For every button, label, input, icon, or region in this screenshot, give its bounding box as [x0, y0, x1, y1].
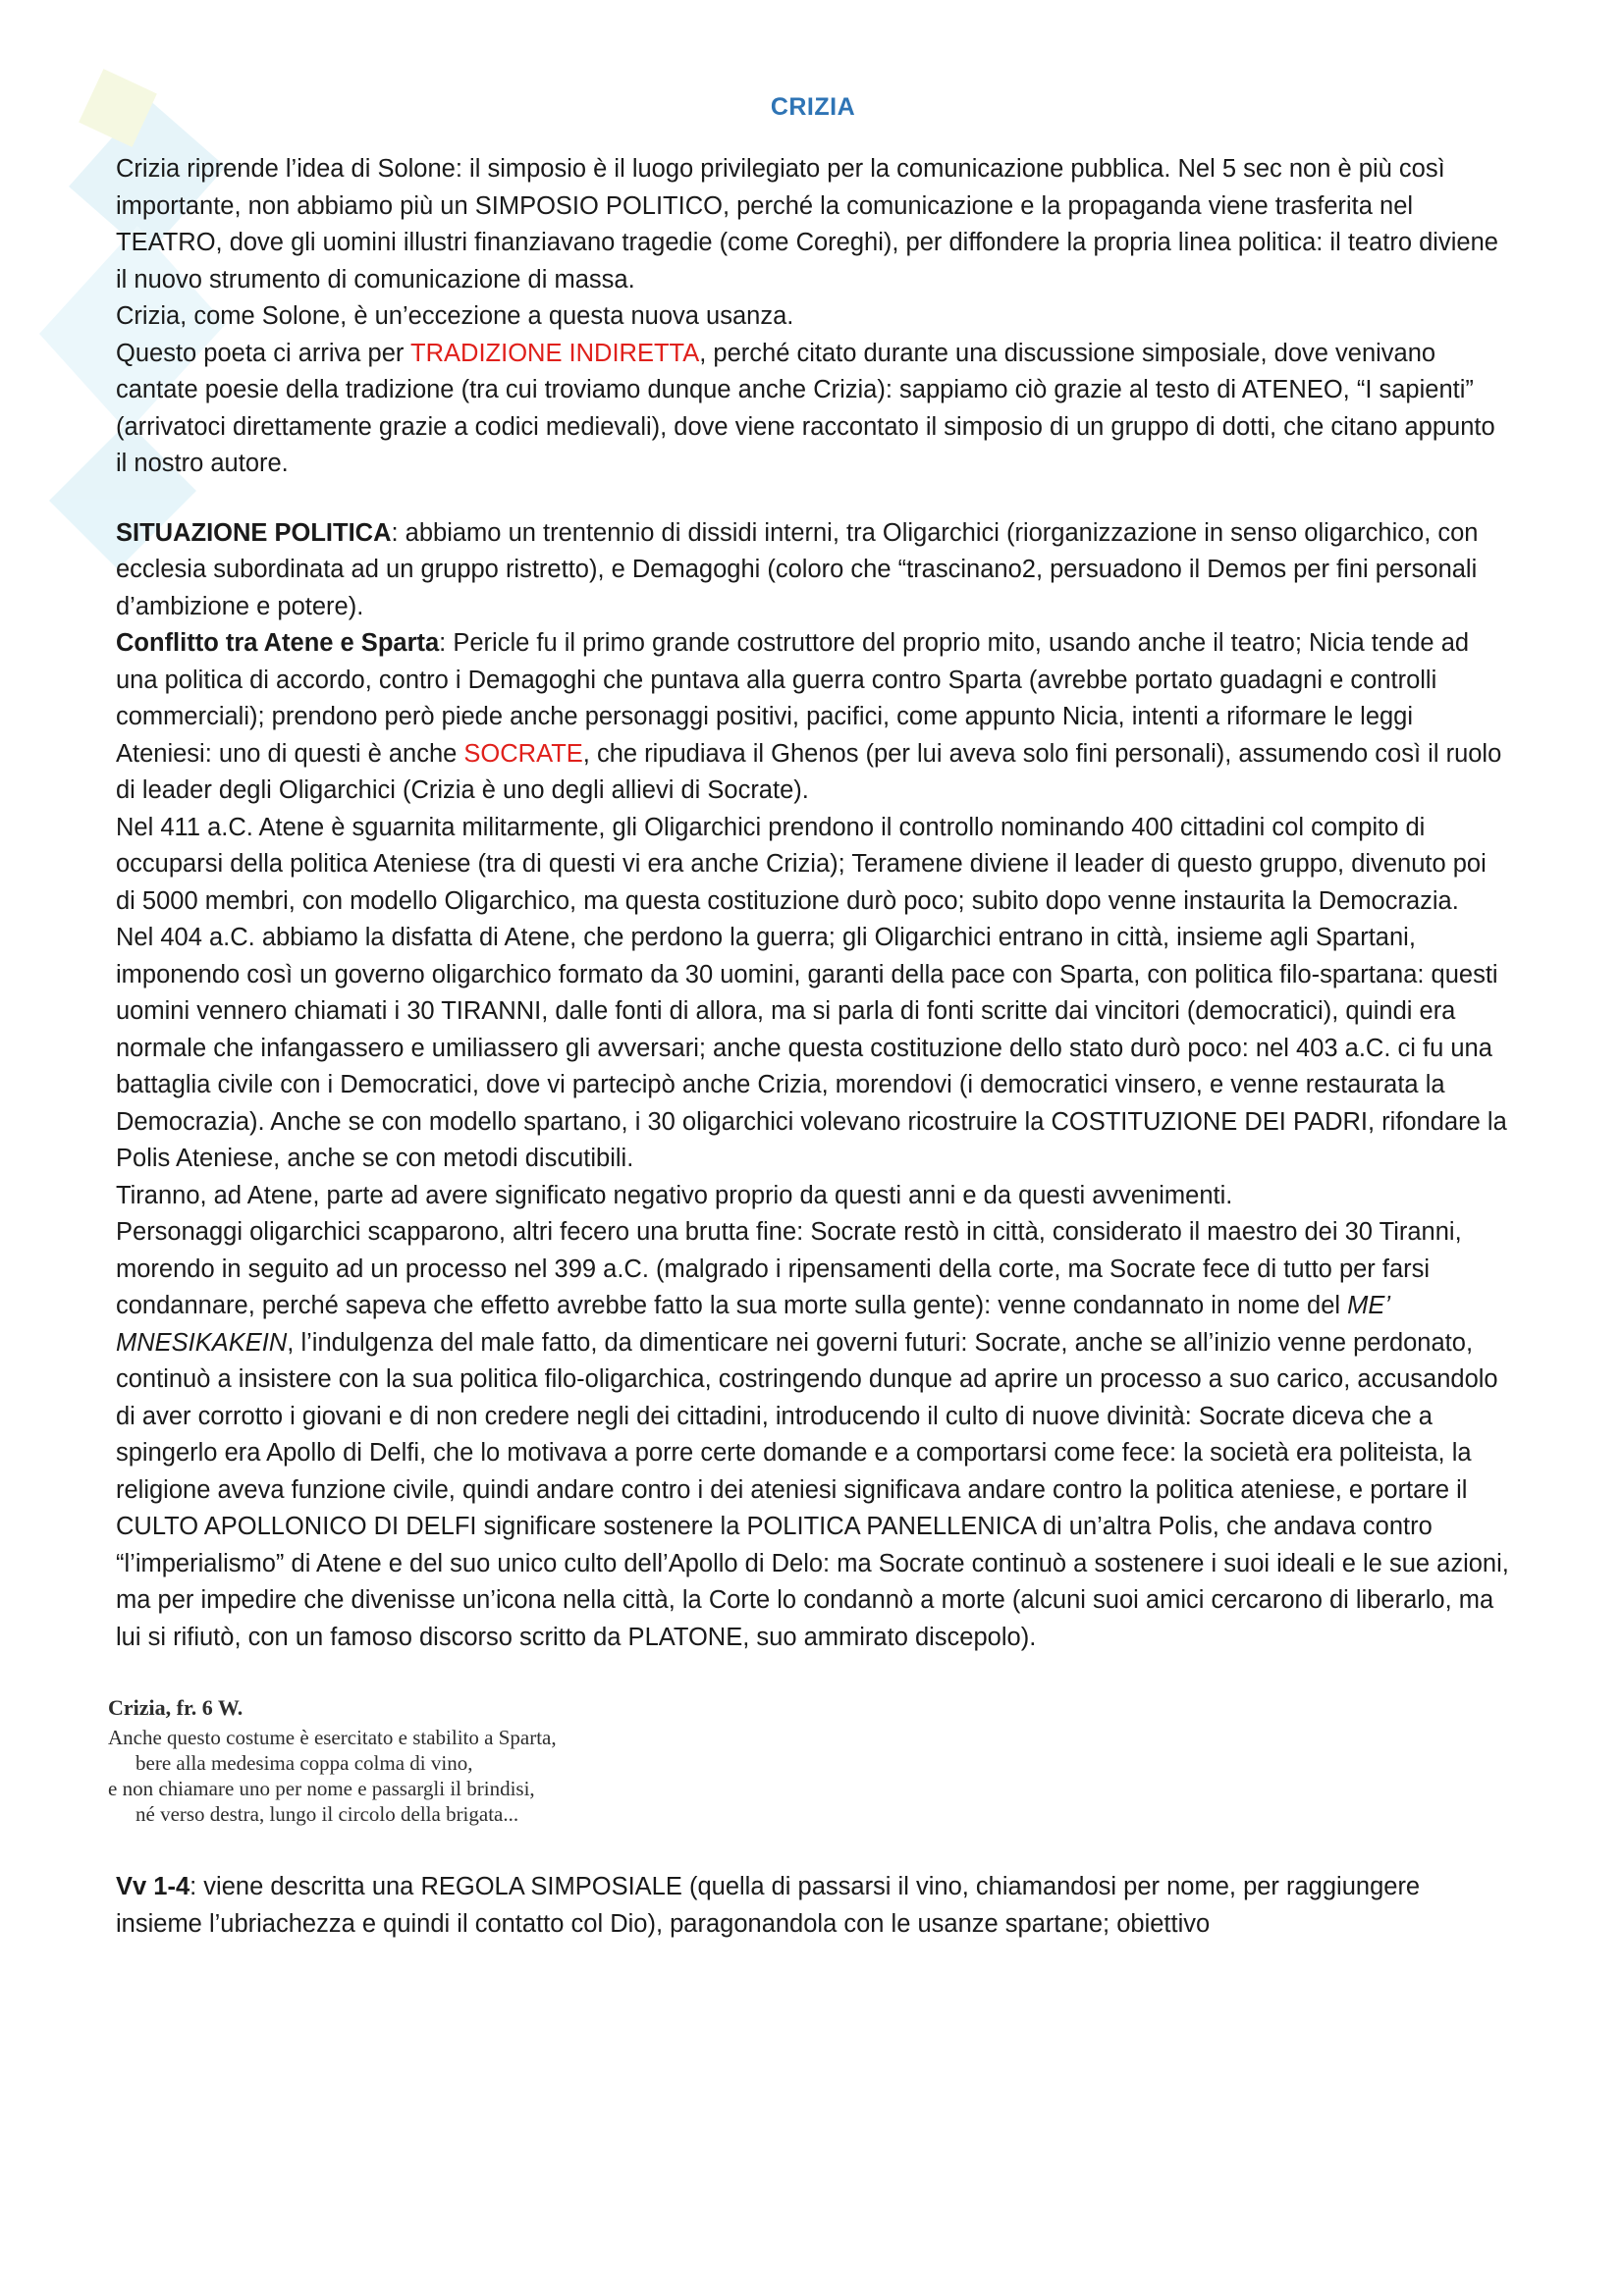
- paragraph-404: Nel 404 a.C. abbiamo la disfatta di Atene, che perdono la guerra; gli Oligarchici entrano in città, insieme agli Spartani, imponendo così un governo oligarchico formato da 30 uomini, garanti della pace con Sparta, con politica filo-spartana: questi uomini vennero chiamati i 30 TIRANNI, dalle fonti di allora, ma si parla di fonti scritte dai vincitori (democratici), quindi era normale che infangassero e umiliassero gli avversari; anche questa costituzione dello stato durò poco: nel 403 a.C. ci fu una battaglia civile con i Democratici, dove vi partecipò anche Crizia, morendovi (i democratici vinsero, e venne restaurata la Democrazia). Anche se con modello spartano, i 30 oligarchici volevano ricostruire la COSTITUZIONE DEI PADRI, rifondare la Polis Ateniese, anche se con metodi discutibili.: [116, 924, 1507, 1172]
- paragraph-tiranno: Tiranno, ad Atene, parte ad avere significato negativo proprio da questi anni e da questi avvenimenti.: [116, 1181, 1233, 1209]
- paragraph-verses: Vv 1-4: viene descritta una REGOLA SIMPOSIALE (quella di passarsi il vino, chiamandosi per nome, per raggiungere insieme l’ubriachezza e quindi il contatto col Dio), paragonandola con le usanze spartane; obiettivo: [116, 1873, 1421, 1938]
- quoted-fragment: [108, 1695, 1510, 1827]
- document-page: [108, 93, 1510, 1943]
- paragraph-socrate: Personaggi oligarchici scapparono, altri fecero una brutta fine: Socrate restò in città, considerato il maestro dei 30 Tiranni, morendo in seguito ad un processo nel 399 a.C. (malgrado i ripensamenti della corte, ma Socrate fece di tutto per farsi condannare, perché sapeva che effetto avrebbe fatto la sua morte sulla gente): venne condannato in nome del ME’ MNESIKAKEIN, l’indulgenza del male fatto, da dimenticare nei governi futuri: Socrate, anche se all’inizio venne perdonato, continuò a insistere con la sua politica filo-oligarchica, costringendo dunque ad aprire un processo a suo carico, accusandolo di aver corrotto i giovani e di non credere negli dei cittadini, introducendo il culto di nuove divinità: Socrate diceva che a spingerlo era Apollo di Delfi, che lo motivava a porre certe domande e a comportarsi come fece: la società era politeista, la religione aveva funzione civile, quindi andare contro i dei ateniesi significava andare contro la politica ateniese, e portare il CULTO APOLLONICO DI DELFI significare sostenere la POLITICA PANELLENICA di un’altra Polis, che andava contro “l’imperialismo” di Atene e del suo unico culto dell’Apollo di Delo: ma Socrate continuò a sostenere i suoi ideali e le sue azioni, ma per impedire che divenisse un’icona nella città, la Corte lo condannò a morte (alcuni suoi amici cercarono di liberarlo, ma lui si rifiutò, con un famoso discorso scritto da PLATONE, suo ammirato discepolo).: [116, 1218, 1509, 1651]
- highlight-tradizione-indiretta: TRADIZIONE INDIRETTA: [410, 339, 700, 367]
- fragment-line: Anche questo costume è esercitato e stabilito a Sparta,: [108, 1726, 557, 1749]
- fragment-title: Crizia, fr. 6 W.: [108, 1695, 243, 1720]
- paragraph-411: Nel 411 a.C. Atene è sguarnita militarmente, gli Oligarchici prendono il controllo nominando 400 cittadini col compito di occuparsi della politica Ateniese (tra di questi vi era anche Crizia); Teramene diviene il leader di questo gruppo, divenuto poi di 5000 membri, con modello Oligarchico, ma questa costituzione durò poco; subito dopo venne instaurita la Democrazia.: [116, 813, 1487, 915]
- paragraph-exception: Crizia, come Solone, è un’eccezione a questa nuova usanza.: [116, 302, 794, 330]
- paragraph-political-situation: SITUAZIONE POLITICA: abbiamo un trentennio di dissidi interni, tra Oligarchici (riorganizzazione in senso oligarchico, con ecclesia subordinata ad un gruppo ristretto), e Demagoghi (coloro che “trascinano2, persuadono il Demos per fini personali d’ambizione e potere).: [116, 518, 1479, 620]
- fragment-line: bere alla medesima coppa colma di vino,: [135, 1751, 473, 1775]
- paragraph-conflict: Conflitto tra Atene e Sparta: Pericle fu il primo grande costruttore del proprio mito, usando anche il teatro; Nicia tende ad una politica di accordo, contro i Demagoghi che puntava alla guerra contro Sparta (avrebbe portato guadagni e controlli commerciali); prendono però piede anche personaggi positivi, pacifici, come appunto Nicia, intenti a riformare le leggi Ateniesi: uno di questi è anche SOCRATE, che ripudiava il Ghenos (per lui aveva solo fini personali), assumendo così il ruolo di leader degli Oligarchici (Crizia è uno degli allievi di Socrate).: [116, 629, 1502, 804]
- heading-situazione-politica: SITUAZIONE POLITICA: [116, 518, 392, 547]
- paragraph-tradition: Questo poeta ci arriva per TRADIZIONE INDIRETTA, perché citato durante una discussione simposiale, dove venivano cantate poesie della tradizione (tra cui troviamo dunque anche Crizia): sappiamo ciò grazie al testo di ATENEO, “I sapienti” (arrivatoci direttamente grazie a codici medievali), dove viene raccontato il simposio di un gruppo di dotti, che citano appunto il nostro autore.: [116, 339, 1495, 477]
- term-me-mnesikakein: ME’ MNESIKAKEIN: [116, 1292, 1389, 1357]
- page-title: CRIZIA: [770, 93, 856, 121]
- heading-conflitto: Conflitto tra Atene e Sparta: [116, 629, 440, 657]
- fragment-line: e non chiamare uno per nome e passargli il brindisi,: [108, 1777, 535, 1800]
- fragment-line: né verso destra, lungo il circolo della brigata...: [135, 1802, 519, 1826]
- heading-vv-1-4: Vv 1-4: [116, 1873, 190, 1900]
- highlight-socrate: SOCRATE: [463, 739, 583, 768]
- paragraph-intro: Crizia riprende l’idea di Solone: il simposio è il luogo privilegiato per la comunicazione pubblica. Nel 5 sec non è più così importante, non abbiamo più un SIMPOSIO POLITICO, perché la comunicazione e la propaganda viene trasferita nel TEATRO, dove gli uomini illustri finanziavano tragedie (come Coreghi), per diffondere la propria linea politica: il teatro diviene il nuovo strumento di comunicazione di massa.: [116, 155, 1498, 294]
